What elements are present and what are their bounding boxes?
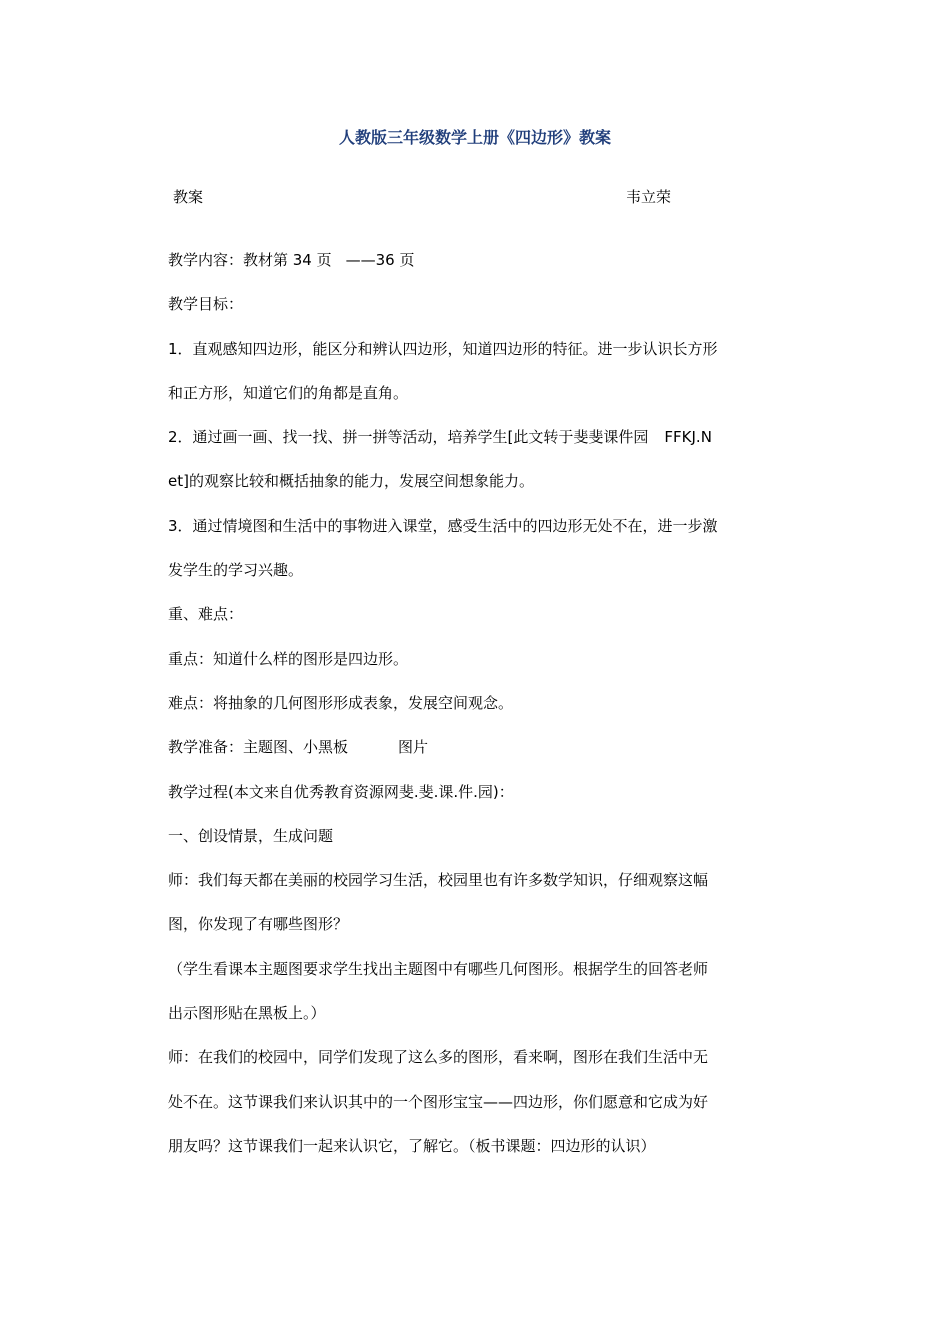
- paragraph-line: [168, 736, 784, 758]
- text-segment: 师：在我们的校园中，同学们发现了这么多的图形，看来啊，图形在我们生活中无: [168, 1048, 709, 1067]
- text-segment: 教学内容：教材第 34 页: [168, 251, 332, 269]
- text-segment: 2．通过画一画、找一找、拼一拼等活动，培养学生[此文转于斐斐课件园: [168, 428, 649, 447]
- text-segment: ——36 页: [345, 251, 415, 269]
- text-segment: （学生看课本主题图要求学生找出主题图中有哪些几何图形。根据学生的回答老师: [168, 959, 709, 978]
- text-segment: 重点：知道什么样的图形是四边形。: [168, 649, 409, 668]
- paragraph-line: [168, 1046, 784, 1068]
- paragraph-line: [168, 869, 784, 891]
- text-segment: 重、难点：: [168, 605, 244, 624]
- text-segment: 1．直观感知四边形，能区分和辨认四边形，知道四边形的特征。进一步认识长方形: [168, 339, 718, 358]
- text-segment: 教学目标：: [168, 295, 244, 314]
- paragraph-line: [168, 958, 784, 980]
- text-segment: 发学生的学习兴趣。: [168, 561, 304, 580]
- paragraph-line: [168, 1091, 784, 1113]
- text-segment: 难点：将抽象的几何图形形成表象，发展空间观念。: [168, 693, 514, 712]
- text-segment: 3．通过情境图和生活中的事物进入课堂，感受生活中的四边形无处不在，进一步激: [168, 516, 718, 535]
- paragraph-line: [168, 293, 784, 315]
- paragraph-line: [168, 648, 784, 670]
- text-segment: 图，你发现了有哪些图形？: [168, 915, 349, 934]
- author-name: 韦立荣: [626, 188, 672, 206]
- text-segment: FFKJ.N: [664, 428, 712, 447]
- document-body: [168, 249, 784, 1179]
- paragraph-line: [168, 515, 784, 537]
- paragraph-line: [168, 913, 784, 935]
- text-segment: 一、创设情景，生成问题: [168, 826, 334, 845]
- text-segment: 教学准备：主题图、小黑板: [168, 738, 349, 757]
- text-segment: 处不在。这节课我们来认识其中的一个图形宝宝——四边形，你们愿意和它成为好: [168, 1092, 709, 1111]
- text-segment: 朋友吗？这节课我们一起来认识它，了解它。（板书课题：四边形的认识）: [168, 1136, 656, 1155]
- paragraph-line: [168, 603, 784, 625]
- text-segment: 和正方形，知道它们的角都是直角。: [168, 383, 409, 402]
- paragraph-line: [168, 692, 784, 714]
- text-segment: 出示图形贴在黑板上。）: [168, 1004, 326, 1023]
- paragraph-line: [168, 781, 784, 803]
- paragraph-line: [168, 249, 784, 271]
- paragraph-line: [168, 382, 784, 404]
- text-segment: 教学过程(本文来自优秀教育资源网斐.斐.课.件.园)：: [168, 782, 514, 801]
- text-segment: et]的观察比较和概括抽象的能力，发展空间想象能力。: [168, 472, 534, 491]
- paragraph-line: [168, 1135, 784, 1157]
- paragraph-line: [168, 825, 784, 847]
- paragraph-line: [168, 559, 784, 581]
- text-segment: 师：我们每天都在美丽的校园学习生活，校园里也有许多数学知识，仔细观察这幅: [168, 871, 709, 890]
- paragraph-line: [168, 338, 784, 360]
- paragraph-line: [168, 426, 784, 448]
- document-type-label: 教案: [173, 188, 204, 206]
- paragraph-line: [168, 1002, 784, 1024]
- text-segment: 图片: [398, 738, 429, 757]
- document-title: 人教版三年级数学上册《四边形》教案: [338, 128, 611, 147]
- paragraph-line: [168, 470, 784, 492]
